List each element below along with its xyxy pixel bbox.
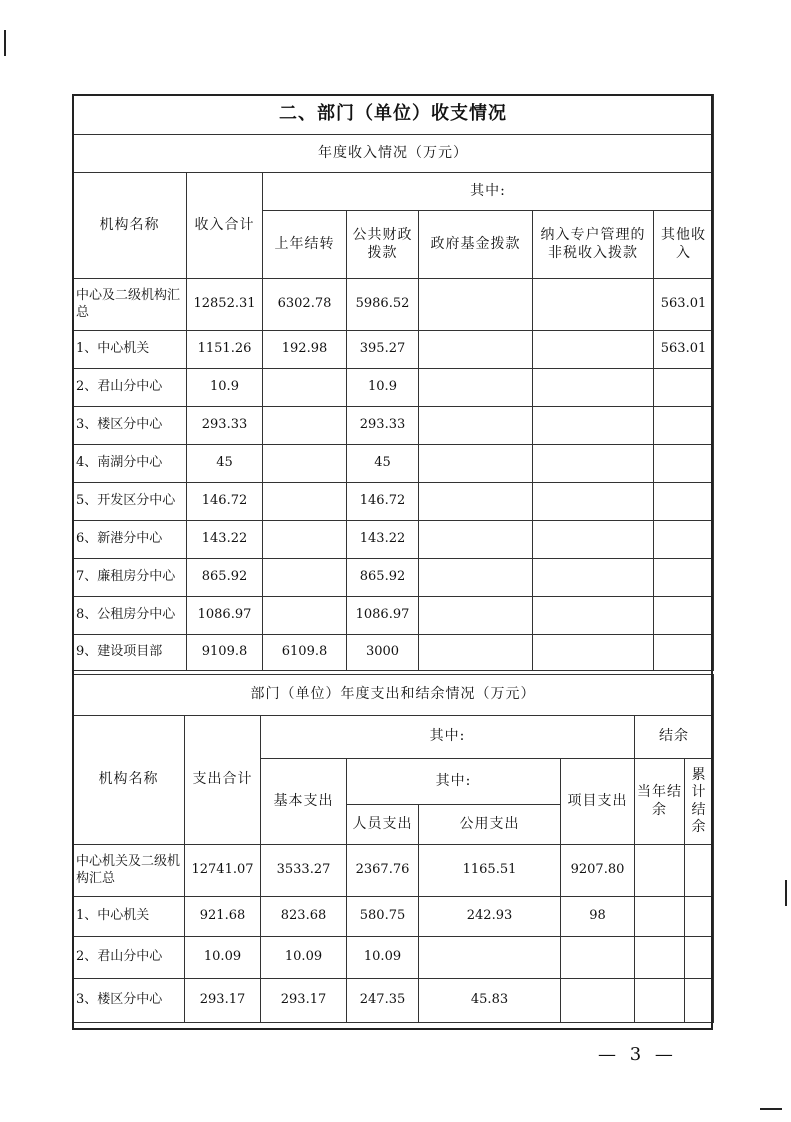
income-header-among: 其中: bbox=[263, 173, 714, 211]
row-other: 563.01 bbox=[654, 331, 714, 369]
row-name: 3、楼区分中心 bbox=[73, 407, 187, 445]
row-total: 10.9 bbox=[187, 369, 263, 407]
row-project: 9207.80 bbox=[561, 845, 635, 897]
expense-header-current-balance: 当年结余 bbox=[635, 759, 685, 845]
row-public-finance: 10.9 bbox=[347, 369, 419, 407]
income-header-org: 机构名称 bbox=[73, 173, 187, 279]
row-public-use: 242.93 bbox=[419, 897, 561, 937]
row-carryover: 192.98 bbox=[263, 331, 347, 369]
row-name: 5、开发区分中心 bbox=[73, 483, 187, 521]
expense-section-title: 部门（单位）年度支出和结余情况（万元） bbox=[73, 675, 714, 716]
page-title: 二、部门（单位）收支情况 bbox=[73, 95, 714, 135]
scan-mark bbox=[785, 880, 787, 906]
row-total: 293.33 bbox=[187, 407, 263, 445]
row-name: 中心机关及二级机构汇总 bbox=[73, 845, 185, 897]
row-total: 293.17 bbox=[185, 979, 261, 1023]
row-project: 98 bbox=[561, 897, 635, 937]
income-section-title: 年度收入情况（万元） bbox=[73, 135, 714, 173]
row-basic: 10.09 bbox=[261, 937, 347, 979]
expense-header-public-use: 公用支出 bbox=[419, 805, 561, 845]
row-personnel: 10.09 bbox=[347, 937, 419, 979]
outer-border bbox=[72, 94, 713, 1030]
row-name: 4、南湖分中心 bbox=[73, 445, 187, 483]
row-public-finance: 1086.97 bbox=[347, 597, 419, 635]
row-public-finance: 3000 bbox=[347, 635, 419, 671]
row-public-use: 45.83 bbox=[419, 979, 561, 1023]
row-carryover: 6302.78 bbox=[263, 279, 347, 331]
expense-header-project: 项目支出 bbox=[561, 759, 635, 845]
row-basic: 3533.27 bbox=[261, 845, 347, 897]
row-total: 45 bbox=[187, 445, 263, 483]
row-name: 9、建设项目部 bbox=[73, 635, 187, 671]
scan-mark bbox=[4, 30, 6, 56]
row-public-finance: 146.72 bbox=[347, 483, 419, 521]
row-public-finance: 5986.52 bbox=[347, 279, 419, 331]
row-name: 3、楼区分中心 bbox=[73, 979, 185, 1023]
row-name: 6、新港分中心 bbox=[73, 521, 187, 559]
row-total: 146.72 bbox=[187, 483, 263, 521]
page-number: — 3 — bbox=[598, 1044, 677, 1065]
row-public-finance: 143.22 bbox=[347, 521, 419, 559]
expense-header-personnel: 人员支出 bbox=[347, 805, 419, 845]
income-header-public-finance: 公共财政拨款 bbox=[347, 211, 419, 279]
row-public-finance: 293.33 bbox=[347, 407, 419, 445]
row-personnel: 580.75 bbox=[347, 897, 419, 937]
expense-header-balance: 结余 bbox=[635, 716, 714, 759]
row-name: 2、君山分中心 bbox=[73, 369, 187, 407]
row-public-finance: 45 bbox=[347, 445, 419, 483]
row-public-finance: 865.92 bbox=[347, 559, 419, 597]
row-total: 1151.26 bbox=[187, 331, 263, 369]
row-total: 921.68 bbox=[185, 897, 261, 937]
row-personnel: 247.35 bbox=[347, 979, 419, 1023]
expense-header-total: 支出合计 bbox=[185, 716, 261, 845]
row-total: 12852.31 bbox=[187, 279, 263, 331]
row-name: 1、中心机关 bbox=[73, 897, 185, 937]
row-total: 12741.07 bbox=[185, 845, 261, 897]
row-total: 865.92 bbox=[187, 559, 263, 597]
scan-mark bbox=[760, 1108, 782, 1110]
income-header-nontax: 纳入专户管理的非税收入拨款 bbox=[533, 211, 654, 279]
row-name: 2、君山分中心 bbox=[73, 937, 185, 979]
row-total: 9109.8 bbox=[187, 635, 263, 671]
row-total: 143.22 bbox=[187, 521, 263, 559]
row-name: 1、中心机关 bbox=[73, 331, 187, 369]
row-personnel: 2367.76 bbox=[347, 845, 419, 897]
income-header-other: 其他收入 bbox=[654, 211, 714, 279]
income-header-gov-fund: 政府基金拨款 bbox=[419, 211, 533, 279]
income-header-total: 收入合计 bbox=[187, 173, 263, 279]
row-basic: 823.68 bbox=[261, 897, 347, 937]
row-other: 563.01 bbox=[654, 279, 714, 331]
expense-header-among: 其中: bbox=[261, 716, 635, 759]
row-name: 7、廉租房分中心 bbox=[73, 559, 187, 597]
row-total: 10.09 bbox=[185, 937, 261, 979]
row-total: 1086.97 bbox=[187, 597, 263, 635]
income-header-carryover: 上年结转 bbox=[263, 211, 347, 279]
row-name: 8、公租房分中心 bbox=[73, 597, 187, 635]
row-carryover: 6109.8 bbox=[263, 635, 347, 671]
expense-header-basic: 基本支出 bbox=[261, 759, 347, 845]
expense-header-among2: 其中: bbox=[347, 759, 561, 805]
expense-header-org: 机构名称 bbox=[73, 716, 185, 845]
row-basic: 293.17 bbox=[261, 979, 347, 1023]
row-public-use: 1165.51 bbox=[419, 845, 561, 897]
row-public-finance: 395.27 bbox=[347, 331, 419, 369]
expense-header-cumulative-balance: 累计结余 bbox=[685, 759, 714, 845]
row-name: 中心及二级机构汇总 bbox=[73, 279, 187, 331]
